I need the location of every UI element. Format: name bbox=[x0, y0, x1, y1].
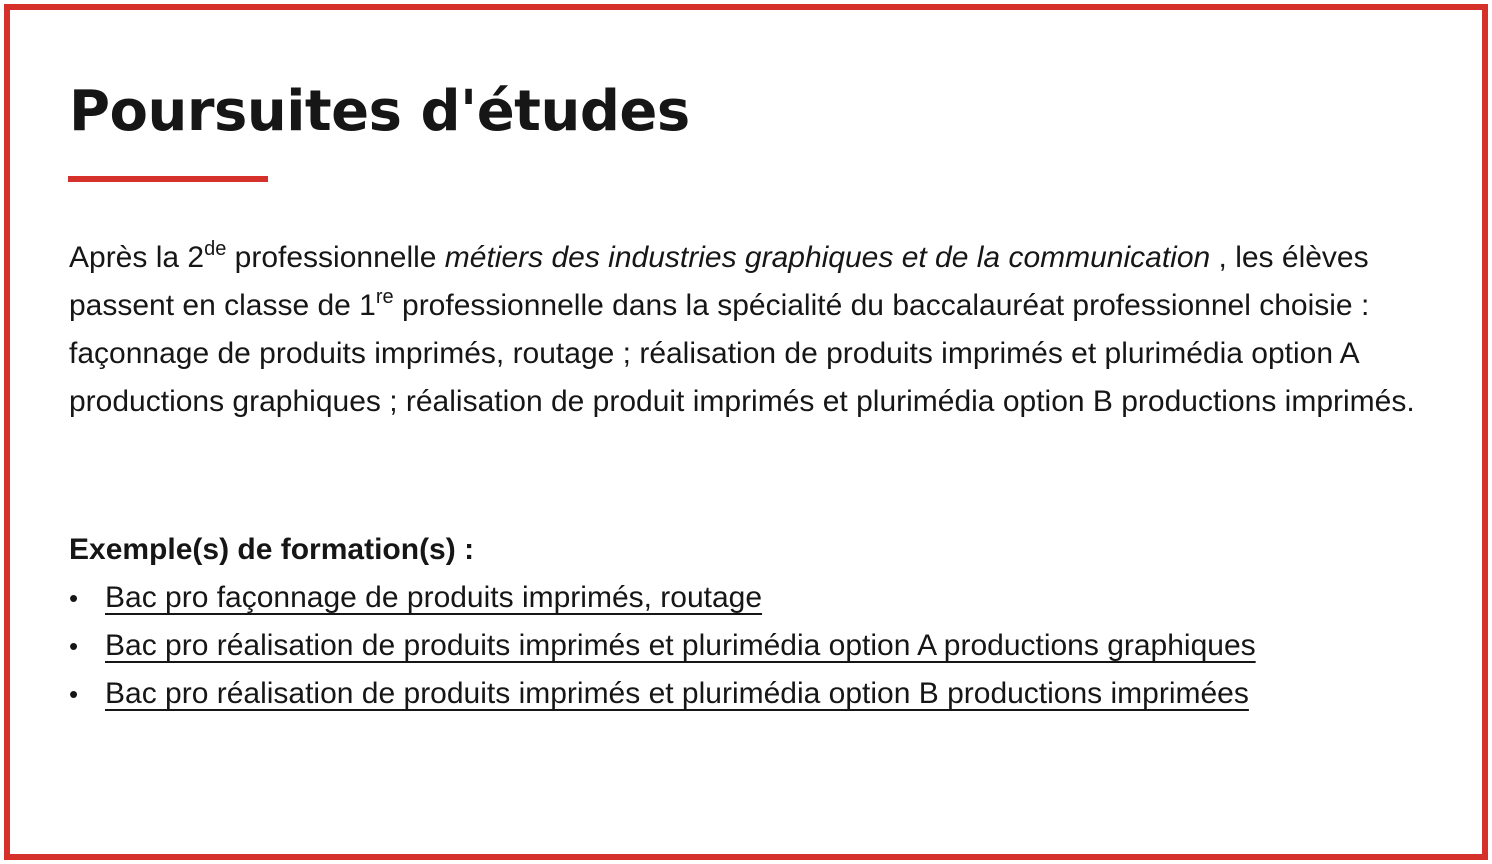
examples-heading: Exemple(s) de formation(s) : bbox=[69, 533, 475, 566]
intro-paragraph bbox=[69, 234, 1449, 426]
intro-text-part3: , les élèves passent en classe de 1 bbox=[69, 241, 1369, 322]
intro-text-part4: professionnelle dans la spécialité du baccalauréat professionnel choisie : façonnage de produits imprimés, routage ; réalisation de produits imprimés et plurimédia option A productions graphiques ; réalisation de produit imprimés et plurimédia option B productions imprimés. bbox=[69, 289, 1415, 418]
intro-text-part1: Après la 2 bbox=[69, 241, 205, 274]
formation-link-option-b[interactable]: Bac pro réalisation de produits imprimés et plurimédia option B productions imprimées bbox=[105, 677, 1249, 710]
study-continuation-card bbox=[4, 4, 1488, 860]
list-item bbox=[69, 622, 1449, 670]
bullet-icon: • bbox=[69, 631, 79, 661]
formation-link-faconnage[interactable]: Bac pro façonnage de produits imprimés, routage bbox=[105, 581, 763, 614]
formations-list bbox=[69, 574, 1449, 718]
list-item bbox=[69, 670, 1449, 718]
intro-superscript-re: re bbox=[375, 286, 394, 308]
bullet-icon: • bbox=[69, 679, 79, 709]
formation-link-option-a[interactable]: Bac pro réalisation de produits imprimés et plurimédia option A productions graphiques bbox=[105, 629, 1256, 662]
intro-superscript-de: de bbox=[204, 238, 227, 260]
section-title: Poursuites d'études bbox=[69, 79, 690, 144]
intro-emphasis-specialty: métiers des industries graphiques et de la communication bbox=[444, 241, 1211, 274]
bullet-icon: • bbox=[69, 583, 79, 613]
list-item bbox=[69, 574, 1449, 622]
title-underline-accent bbox=[68, 176, 268, 182]
intro-text-part2: professionnelle bbox=[226, 241, 445, 274]
